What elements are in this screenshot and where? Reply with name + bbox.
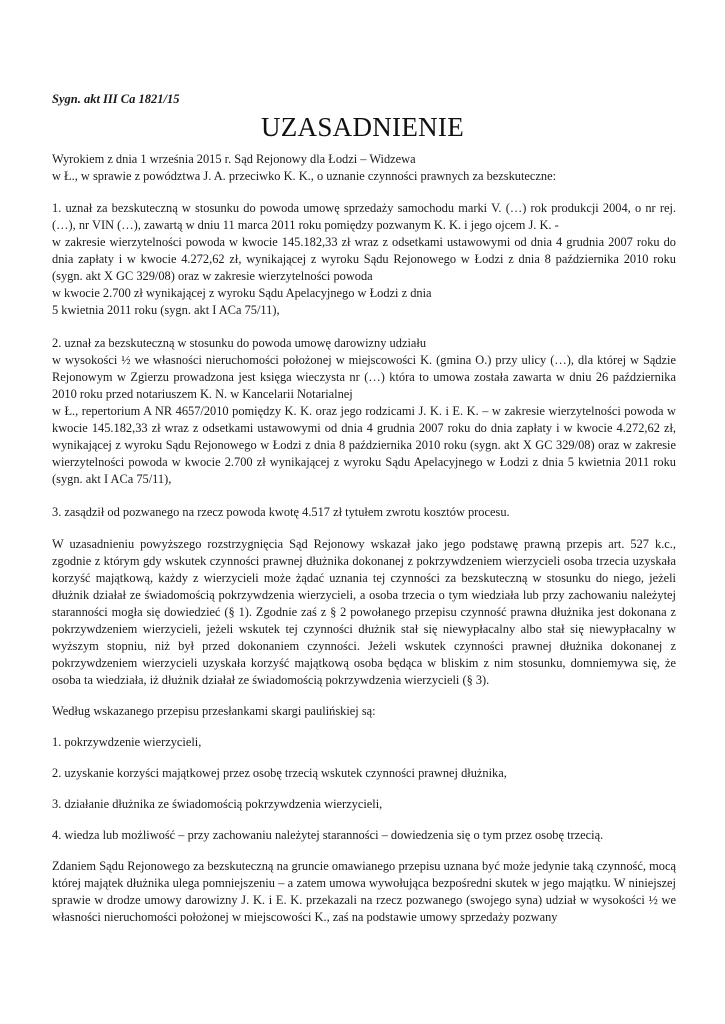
premise-1: 1. pokrzywdzenie wierzycieli, <box>52 735 202 749</box>
item2-text-b: w wysokości ½ we własności nieruchomości położonej w miejscowości K. (gmina O.) przy ulicy (…), dla której w Sądzie Rejonowym w Zgierzu prowadzona jest księga wieczysta nr (…) która to umowa została zawarta w dniu 26 października 2010 roku przed notariuszem K. N. w Kancelarii Notarialnej <box>52 353 676 401</box>
premise-3: 3. działanie dłużnika ze świadomością pokrzywdzenia wierzycieli, <box>52 797 383 811</box>
item2-text-a: 2. uznał za bezskuteczną w stosunku do powoda umowę darowizny udziału <box>52 336 427 350</box>
item1-text-b: w zakresie wierzytelności powoda w kwocie 145.182,33 zł wraz z odsetkami ustawowymi od dnia 4 grudnia 2007 roku do dnia zapłaty i w kwocie 4.272,62 zł, wynikającej z wyroku Sądu Rejonowego w Łodzi z dnia 8 października 2010 roku (sygn. akt X GC 329/08) oraz w zakresie wierzytelności powoda <box>52 235 676 283</box>
intro-line-2: w Ł., w sprawie z powództwa J. A. przeciwko K. K., o uznanie czynności prawnych za bezskuteczne: <box>52 169 557 183</box>
case-signature: Sygn. akt III Ca 1821/15 <box>52 92 180 106</box>
premise-2: 2. uzyskanie korzyści majątkowej przez osobę trzecią wskutek czynności prawnej dłużnika, <box>52 766 507 780</box>
document-body <box>52 151 676 926</box>
final-paragraph: Zdaniem Sądu Rejonowego za bezskuteczną na gruncie omawianego przepisu uznana być może jedynie taką czynność, mocą której majątek dłużnika ulega pomniejszeniu – a zatem umowa wywołująca bezpośredni skutek w jego majątku. W niniejszej sprawie w drodze umowy darowizny J. K. i E. K. przekazali na rzecz pozwanego (swojego syna) udział w wysokości ½ we własności nieruchomości położonej w miejscowości K., zaś na podstawie umowy sprzedaży pozwany <box>52 859 676 924</box>
item1-text-d: 5 kwietnia 2011 roku (sygn. akt I ACa 75/11), <box>52 303 280 317</box>
premises-intro: Według wskazanego przepisu przesłankami skargi paulińskiej są: <box>52 704 376 718</box>
item2-text-c: w Ł., repertorium A NR 4657/2010 pomiędzy K. K. oraz jego rodzicami J. K. i E. K. – w zakresie wierzytelności powoda w kwocie 145.182,33 zł wraz z odsetkami ustawowymi od dnia 4 grudnia 2007 roku do dnia zapłaty i w kwocie 4.272,62 zł, wynikającej z wyroku Sądu Rejonowego w Łodzi z dnia 8 października 2010 roku (sygn. akt X GC 329/08) oraz w zakresie wierzytelności powoda w kwocie 2.700 zł wynikającej z wyroku Sądu Apelacyjnego w Łodzi z dnia 5 kwietnia 2011 roku (sygn. akt I ACa 75/11), <box>52 404 676 486</box>
document-title: UZASADNIENIE <box>260 112 465 142</box>
item3-text: 3. zasądził od pozwanego na rzecz powoda kwotę 4.517 zł tytułem zwrotu kosztów procesu. <box>52 505 510 519</box>
item1-text-c: w kwocie 2.700 zł wynikającej z wyroku Sądu Apelacyjnego w Łodzi z dnia <box>52 286 432 300</box>
item1-text-a: 1. uznał za bezskuteczną w stosunku do powoda umowę sprzedaży samochodu marki V. (…) rok produkcji 2004, o nr rej. (…), nr VIN (…), zawartą w dniu 11 marca 2011 roku pomiędzy pozwanym K. K. i jego ojcem J. K. - <box>52 201 676 232</box>
premise-4: 4. wiedza lub możliwość – przy zachowaniu należytej staranności – dowiedzenia się o tym przez osobę trzecią. <box>52 828 604 842</box>
reasoning-paragraph: W uzasadnieniu powyższego rozstrzygnięcia Sąd Rejonowy wskazał jako jego podstawę prawną przepis art. 527 k.c., zgodnie z którym gdy wskutek czynności prawnej dłużnika dokonanej z pokrzywdzeniem wierzycieli osoba trzecia uzyskała korzyść majątkową, każdy z wierzycieli może żądać uznania tej czynności za bezskuteczną w stosunku do niego, jeżeli dłużnik działał ze świadomością pokrzywdzenia wierzycieli, a osoba trzecia o tym wiedziała lub przy zachowaniu należytej staranności mogła się dowiedzieć (§ 1). Zgodnie zaś z § 2 powołanego przepisu czynność prawna dłużnika jest dokonana z pokrzywdzeniem wierzycieli, jeżeli wskutek tej czynności dłużnik stał się niewypłacalny albo stał się niewypłacalny w wyższym stopniu, niż był przed dokonaniem czynności. Jeżeli wskutek czynności prawnej dłużnika dokonanej z pokrzywdzeniem wierzycieli uzyskała korzyść majątkową osoba będąca w bliskim z nim stosunku, domniemywa się, że osoba ta wiedziała, iż dłużnik działał ze świadomością pokrzywdzenia wierzycieli (§ 3). <box>52 537 676 687</box>
intro-line-1: Wyrokiem z dnia 1 września 2015 r. Sąd Rejonowy dla Łodzi – Widzewa <box>52 152 416 166</box>
